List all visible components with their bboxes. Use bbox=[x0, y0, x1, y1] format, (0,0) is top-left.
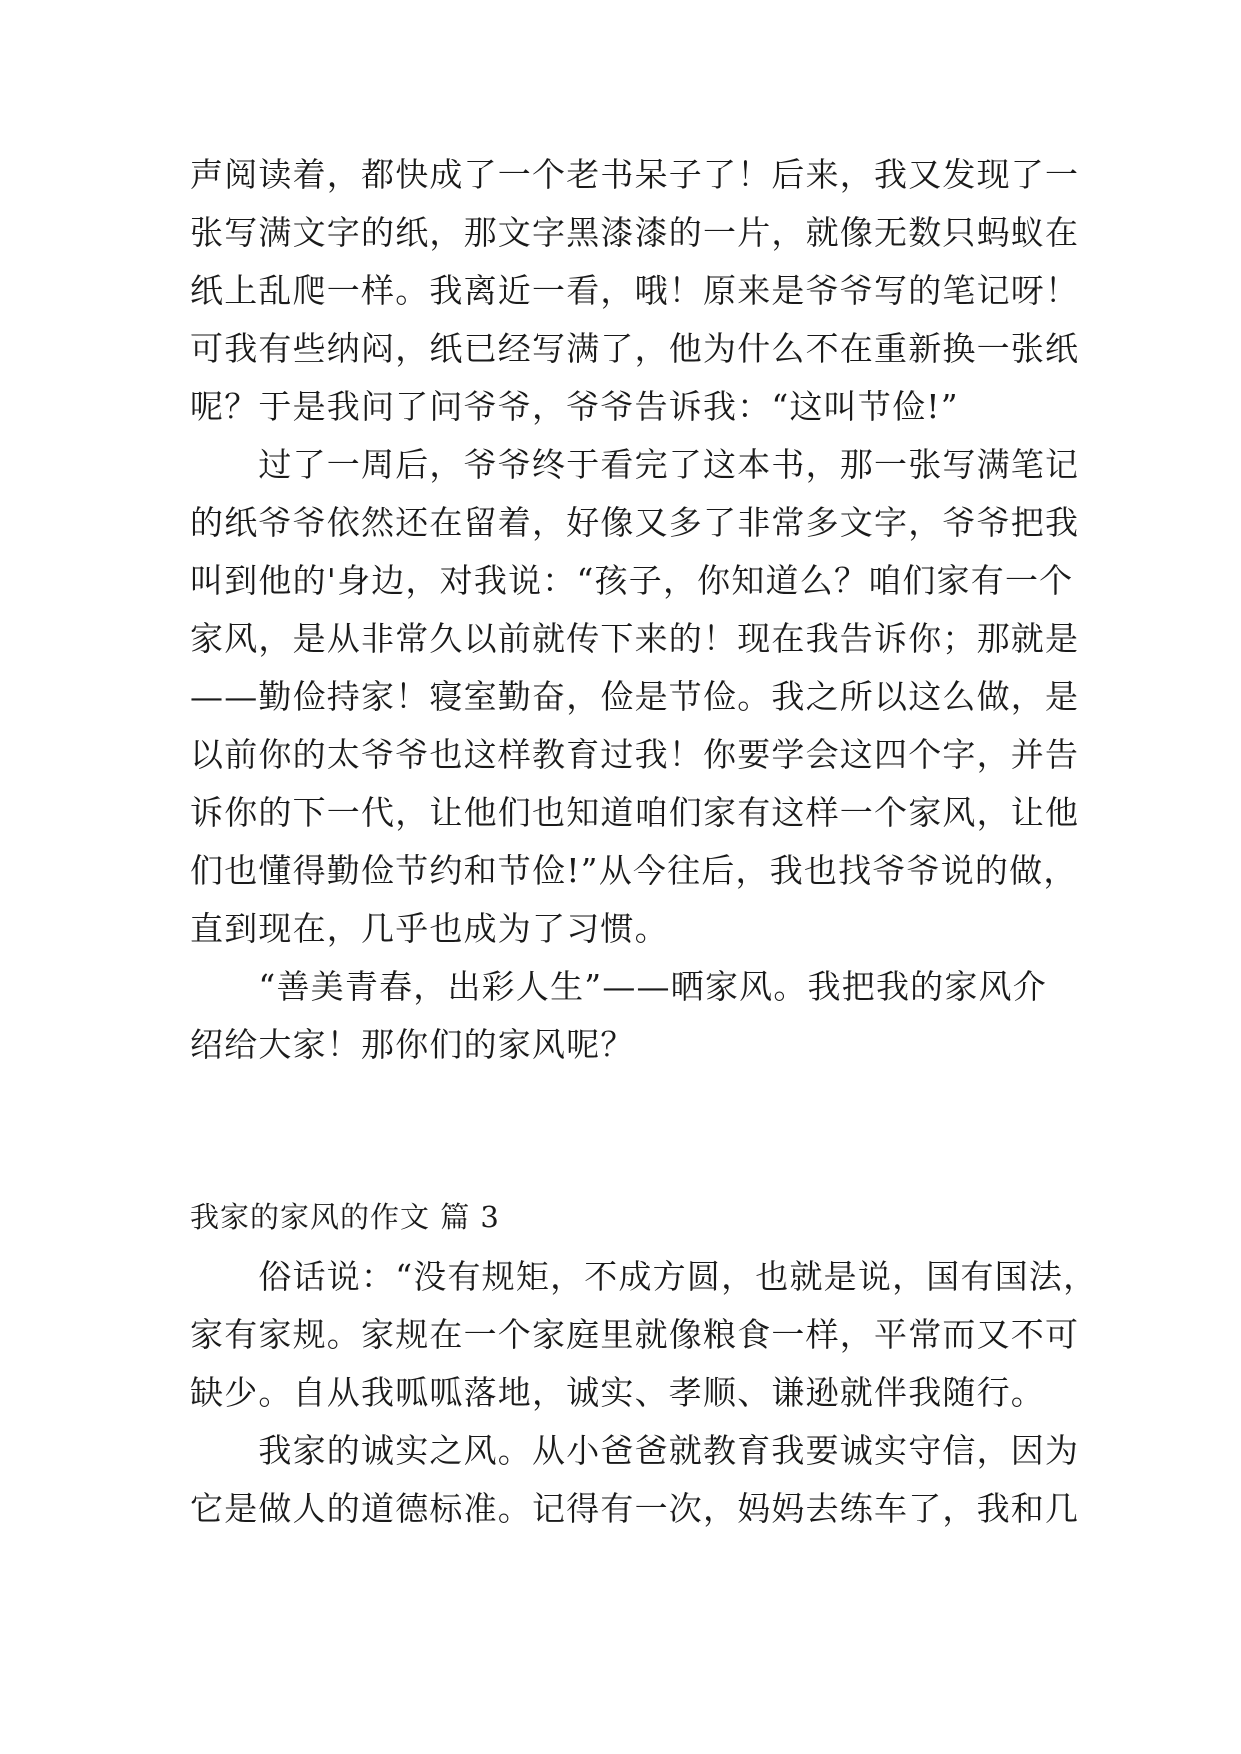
text-line: 缺少。自从我呱呱落地，诚实、孝顺、谦逊就伴我随行。 bbox=[190, 1373, 1045, 1412]
text-line: 们也懂得勤俭节约和节俭!”从今往后，我也找爷爷说的做， bbox=[190, 851, 1078, 890]
text-line: 它是做人的道德标准。记得有一次，妈妈去练车了，我和几 bbox=[190, 1489, 1080, 1528]
text-line: ——勤俭持家！寝室勤奋，俭是节俭。我之所以这么做，是 bbox=[190, 677, 1080, 716]
text-line: “善美青春，出彩人生”——晒家风。我把我的家风介 bbox=[190, 967, 1047, 1006]
text-line: 家风，是从非常久以前就传下来的！现在我告诉你；那就是 bbox=[190, 619, 1080, 658]
text-line: 绍给大家！那你们的家风呢？ bbox=[190, 1025, 635, 1064]
text-line: 家有家规。家规在一个家庭里就像粮食一样，平常而又不可 bbox=[190, 1315, 1080, 1354]
text-line: 叫到他的'身边，对我说：“孩子，你知道么？咱们家有一个 bbox=[190, 561, 1074, 600]
text-line: 呢？于是我问了问爷爷，爷爷告诉我：“这叫节俭!” bbox=[190, 387, 959, 426]
text-line: 张写满文字的纸，那文字黑漆漆的一片，就像无数只蚂蚁在 bbox=[190, 213, 1080, 252]
text-line: 以前你的太爷爷也这样教育过我！你要学会这四个字，并告 bbox=[190, 735, 1080, 774]
text-line: 可我有些纳闷，纸已经写满了，他为什么不在重新换一张纸 bbox=[190, 329, 1080, 368]
text-line: 纸上乱爬一样。我离近一看，哦！原来是爷爷写的笔记呀！ bbox=[190, 271, 1080, 310]
text-line: 俗话说：“没有规矩，不成方圆，也就是说，国有国法， bbox=[190, 1257, 1098, 1296]
section-heading: 我家的家风的作文 篇 3 bbox=[190, 1200, 500, 1234]
text-line: 过了一周后，爷爷终于看完了这本书，那一张写满笔记 bbox=[190, 445, 1080, 484]
text-line: 我家的诚实之风。从小爸爸就教育我要诚实守信，因为 bbox=[190, 1431, 1080, 1470]
text-line: 直到现在，几乎也成为了习惯。 bbox=[190, 909, 669, 948]
text-line: 的纸爷爷依然还在留着，好像又多了非常多文字，爷爷把我 bbox=[190, 503, 1080, 542]
text-line: 诉你的下一代，让他们也知道咱们家有这样一个家风，让他 bbox=[190, 793, 1080, 832]
text-line: 声阅读着，都快成了一个老书呆子了！后来，我又发现了一 bbox=[190, 155, 1080, 194]
